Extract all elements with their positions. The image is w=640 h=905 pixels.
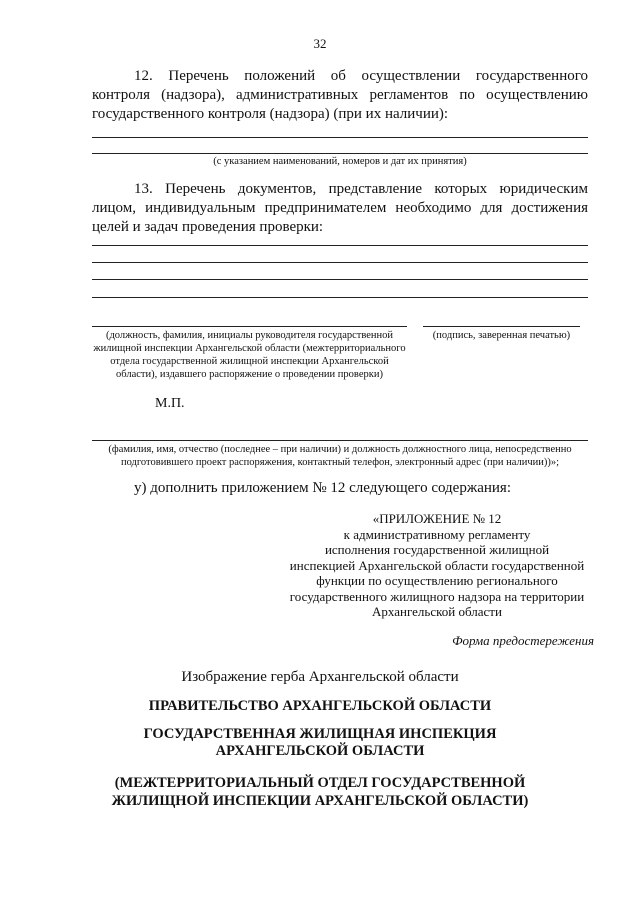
appendix-line: исполнения государственной жилищной	[324, 542, 550, 557]
preparer-line	[92, 440, 588, 441]
fill-line-12-2	[92, 153, 588, 154]
fill-line-13-2	[92, 262, 588, 263]
signature-line	[423, 326, 580, 327]
section-12-caption: (с указанием наименований, номеров и дат их принятия)	[213, 156, 467, 167]
section-13-text: 13. Перечень документов, представление которых юридическим лицом, индивидуальным предпринимателем необходимо для достижения целей и задач проведения проверки:	[92, 181, 588, 235]
appendix-line: функции по осуществлению регионального	[316, 573, 558, 588]
position-caption: (должность, фамилия, инициалы руководителя государственной жилищной инспекции Архангельской области (межтерриториального отдела государственной жилищной инспекции Архангельской области), издавшего распоряжение о проведении проверки)	[93, 330, 406, 380]
heading-inspection-line-2: АРХАНГЕЛЬСКОЙ ОБЛАСТИ	[215, 743, 425, 759]
preparer-caption: (фамилия, имя, отчество (последнее – при наличии) и должность должностного лица, непосредственно подготовившего проект распоряжения, контактный телефон, электронный адрес (при наличии))»;	[108, 444, 572, 468]
heading-department-line-2: ЖИЛИЩНОЙ ИНСПЕКЦИИ АРХАНГЕЛЬСКОЙ ОБЛАСТИ)	[111, 793, 529, 809]
form-label: Форма предостережения	[452, 633, 594, 648]
appendix-line: Архангельской области	[372, 604, 502, 619]
heading-inspection-line-1: ГОСУДАРСТВЕННАЯ ЖИЛИЩНАЯ ИНСПЕКЦИЯ	[143, 726, 497, 742]
fill-line-13-4	[92, 297, 588, 298]
stamp-label: М.П.	[155, 396, 185, 411]
page-number: 32	[313, 36, 327, 51]
fill-line-13-3	[92, 279, 588, 280]
appendix-line: «ПРИЛОЖЕНИЕ № 12	[372, 511, 502, 526]
heading-department-line-1: (МЕЖТЕРРИТОРИАЛЬНЫЙ ОТДЕЛ ГОСУДАРСТВЕННОЙ	[114, 775, 526, 791]
appendix-line: инспекцией Архангельской области государственной	[289, 557, 585, 573]
amendment-text: у) дополнить приложением № 12 следующего содержания:	[134, 480, 511, 496]
section-12-text: 12. Перечень положений об осуществлении государственного контроля (надзора), административных регламентов по осуществлению государственного контроля (надзора) (при их наличии):	[92, 68, 588, 122]
fill-line-13-1	[92, 245, 588, 246]
fill-line-12-1	[92, 137, 588, 138]
coat-of-arms-placeholder: Изображение герба Архангельской области	[181, 669, 459, 685]
appendix-header	[280, 511, 594, 620]
appendix-line: государственного жилищного надзора на территории	[289, 588, 585, 604]
heading-government: ПРАВИТЕЛЬСТВО АРХАНГЕЛЬСКОЙ ОБЛАСТИ	[148, 698, 492, 714]
position-line	[92, 326, 407, 327]
appendix-line: к административному регламенту	[343, 526, 531, 542]
signature-caption: (подпись, заверенная печатью)	[432, 330, 571, 341]
